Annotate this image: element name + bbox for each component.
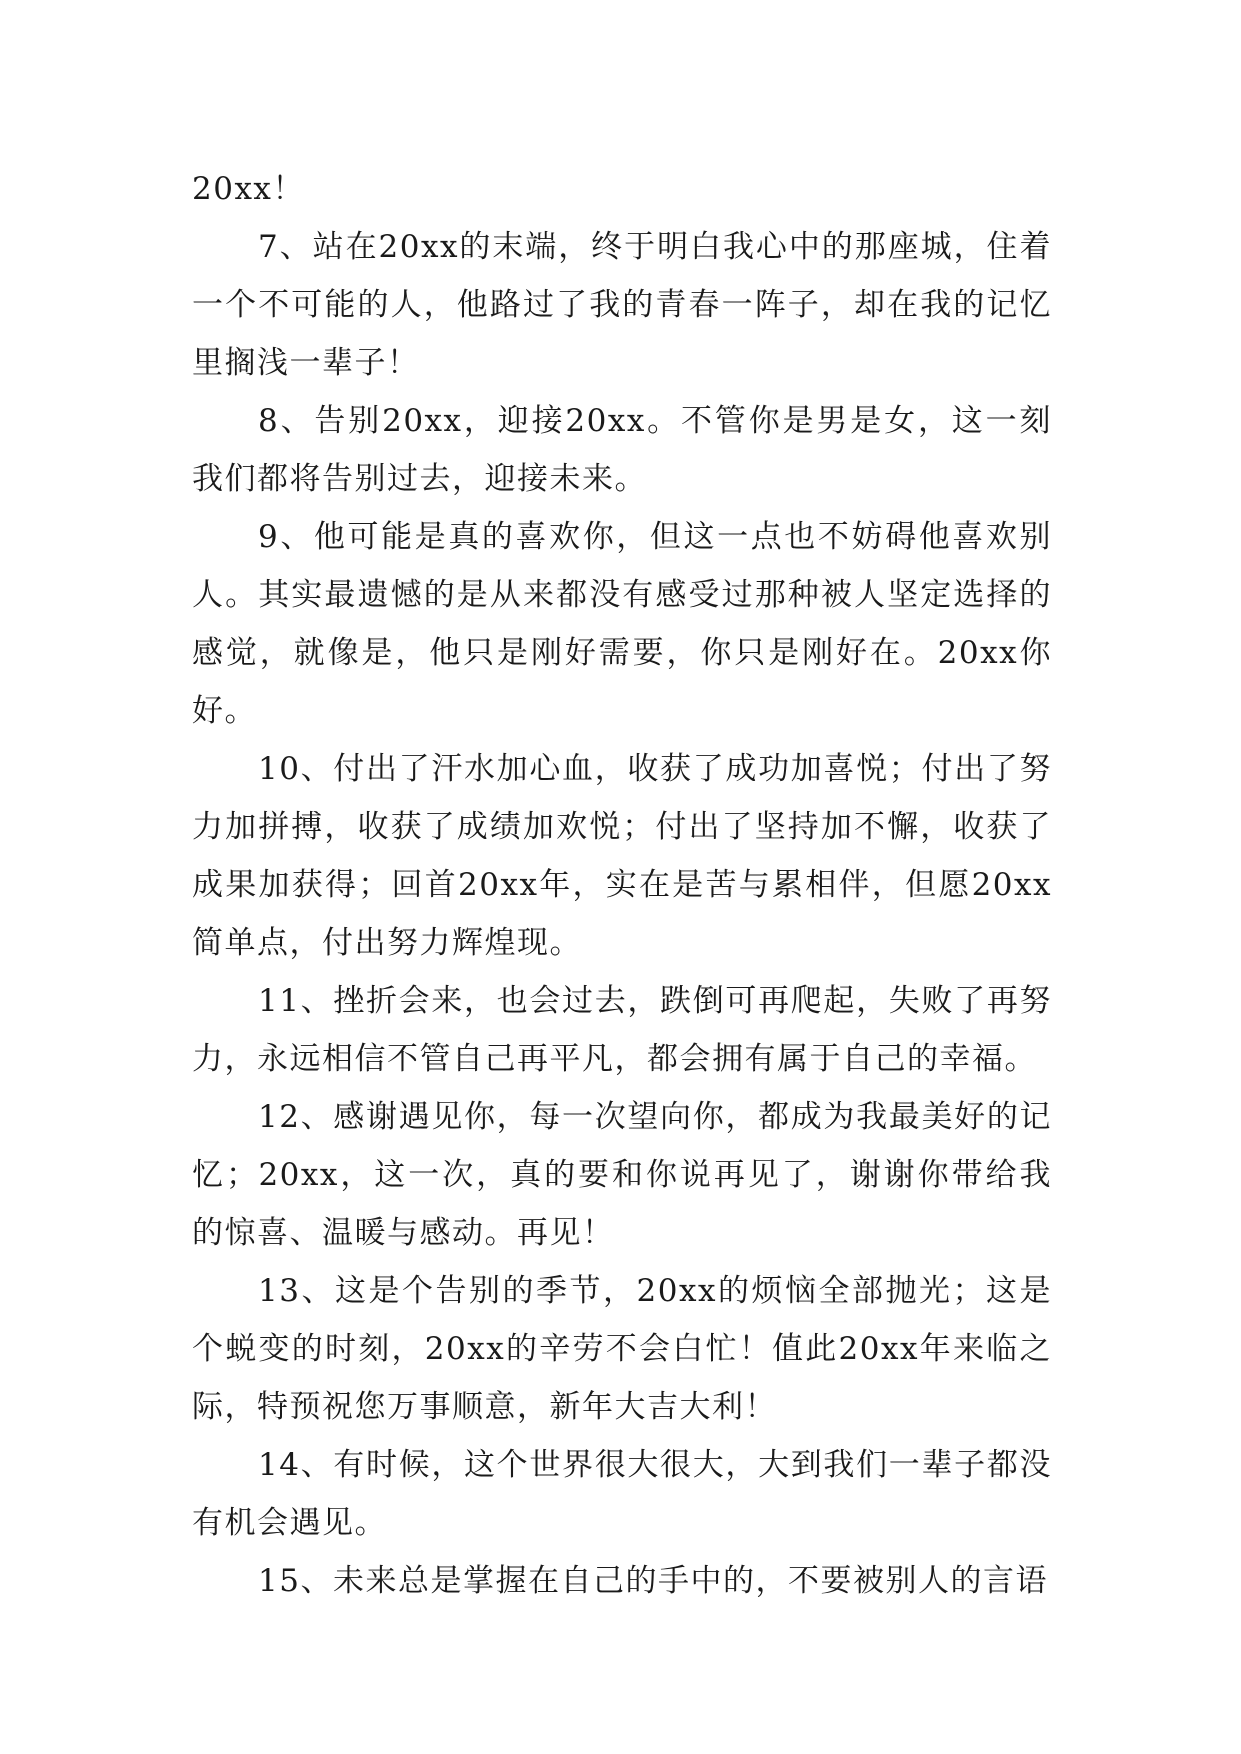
- paragraph-continuation: 20xx！: [192, 171, 305, 207]
- document-body: [192, 160, 1052, 1610]
- paragraph-12: 12、感谢遇见你，每一次望向你，都成为我最美好的记忆；20xx，这一次，真的要和你说再见了，谢谢你带给我的惊喜、温暖与感动。再见！: [192, 1099, 1052, 1251]
- paragraph-7: 7、站在20xx的末端，终于明白我心中的那座城，住着一个不可能的人，他路过了我的青春一阵子，却在我的记忆里搁浅一辈子！: [192, 229, 1052, 381]
- paragraph-15: 15、未来总是掌握在自己的手中的，不要被别人的言语: [258, 1563, 1048, 1599]
- paragraph-8: 8、告别20xx，迎接20xx。不管你是男是女，这一刻我们都将告别过去，迎接未来。: [192, 403, 1052, 497]
- paragraph-13: 13、这是个告别的季节，20xx的烦恼全部抛光；这是个蜕变的时刻，20xx的辛劳不会白忙！值此20xx年来临之际，特预祝您万事顺意，新年大吉大利！: [192, 1273, 1052, 1425]
- paragraph-10: 10、付出了汗水加心血，收获了成功加喜悦；付出了努力加拼搏，收获了成绩加欢悦；付出了坚持加不懈，收获了成果加获得；回首20xx年，实在是苦与累相伴，但愿20xx简单点，付出努力辉煌现。: [192, 751, 1052, 961]
- paragraph-14: 14、有时候，这个世界很大很大，大到我们一辈子都没有机会遇见。: [192, 1447, 1052, 1541]
- paragraph-9: 9、他可能是真的喜欢你，但这一点也不妨碍他喜欢别人。其实最遗憾的是从来都没有感受过那种被人坚定选择的感觉，就像是，他只是刚好需要，你只是刚好在。20xx你好。: [192, 519, 1052, 729]
- paragraph-11: 11、挫折会来，也会过去，跌倒可再爬起，失败了再努力，永远相信不管自己再平凡，都会拥有属于自己的幸福。: [192, 983, 1052, 1077]
